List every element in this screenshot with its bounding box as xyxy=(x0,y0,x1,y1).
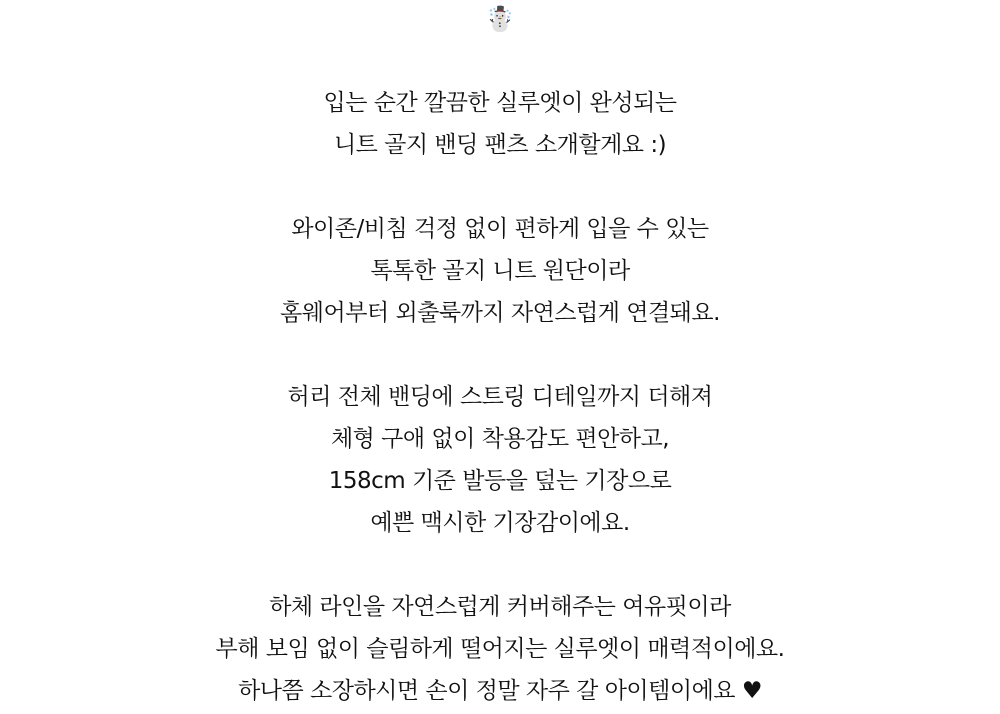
text-line: 예쁜 맥시한 기장감이에요. xyxy=(370,510,630,536)
text-line: 홈웨어부터 외출룩까지 자연스럽게 연결돼요. xyxy=(280,300,720,326)
fabric-paragraph xyxy=(0,208,1000,334)
intro-paragraph xyxy=(0,82,1000,166)
text-line: 하나쯤 소장하시면 손이 정말 자주 갈 아이템이에요 ♥ xyxy=(238,678,762,704)
text-line: 입는 순간 깔끔한 실루엣이 완성되는 xyxy=(323,90,677,116)
text-line: 158cm 기준 발등을 덮는 기장으로 xyxy=(328,468,672,494)
text-line: 와이존/비침 걱정 없이 편하게 입을 수 있는 xyxy=(291,216,709,242)
text-line: 체형 구애 없이 착용감도 편안하고, xyxy=(330,426,670,452)
text-line: 부해 보임 없이 슬림하게 떨어지는 실루엣이 매력적이에요. xyxy=(215,636,785,662)
text-line: 톡톡한 골지 니트 원단이라 xyxy=(370,258,630,284)
text-line: 하체 라인을 자연스럽게 커버해주는 여유핏이라 xyxy=(269,594,731,620)
snowman-icon: ☃️ xyxy=(485,5,515,33)
fit-paragraph xyxy=(0,376,1000,544)
silhouette-paragraph xyxy=(0,586,1000,712)
text-line: 니트 골지 밴딩 팬츠 소개할게요 :) xyxy=(333,132,667,158)
text-line: 허리 전체 밴딩에 스트링 디테일까지 더해져 xyxy=(287,384,713,410)
